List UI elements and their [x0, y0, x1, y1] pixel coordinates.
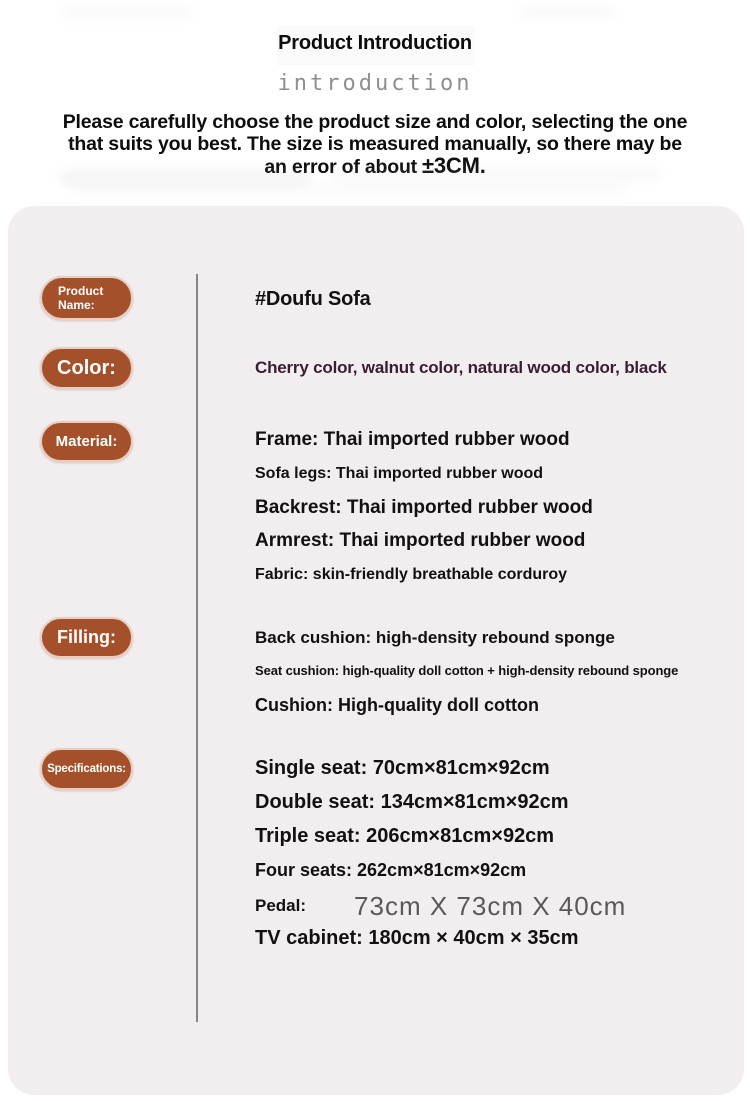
tolerance-value: ±3CM. — [421, 153, 486, 178]
material-row-armrest: Armrest: Thai imported rubber wood — [255, 530, 586, 551]
label-pill-material: Material: — [40, 421, 133, 462]
spec-row-double-seat: Double seat: 134cm×81cm×92cm — [255, 791, 569, 813]
filling-row-cushion: Cushion: High-quality doll cotton — [255, 695, 539, 715]
color-options-value: Cherry color, walnut color, natural wood color, black — [255, 358, 667, 377]
filling-row-back-cushion: Back cushion: high-density rebound sponge — [255, 628, 615, 647]
ghost-artifact — [520, 8, 615, 17]
spec-row-pedal — [255, 889, 626, 923]
page-title: Product Introduction — [278, 32, 472, 54]
notice-line — [0, 155, 750, 179]
material-row-legs: Sofa legs: Thai imported rubber wood — [255, 465, 544, 482]
material-row-fabric: Fabric: skin-friendly breathable corduroy — [255, 566, 568, 583]
label-pill-product-name: Product Name: — [40, 276, 133, 320]
filling-row-seat-cushion: Seat cushion: high-quality doll cotton + high-density rebound sponge — [255, 663, 679, 678]
spec-row-single-seat: Single seat: 70cm×81cm×92cm — [255, 757, 550, 779]
hero-section — [0, 0, 750, 206]
material-row-backrest: Backrest: Thai imported rubber wood — [255, 497, 593, 518]
spec-row-four-seats: Four seats: 262cm×81cm×92cm — [255, 860, 527, 880]
material-row-frame: Frame: Thai imported rubber wood — [255, 429, 570, 450]
spec-card — [8, 206, 744, 1095]
label-pill-specifications: Specifications: — [40, 748, 133, 790]
vertical-divider — [196, 274, 198, 1022]
pedal-label: Pedal: — [255, 896, 307, 915]
notice-line: that suits you best. The size is measured manually, so there may be — [68, 132, 682, 155]
label-pill-filling: Filling: — [40, 617, 133, 658]
page-subtitle: introduction — [277, 71, 473, 96]
notice-line: Please carefully choose the product size and color, selecting the one — [62, 111, 688, 133]
spec-row-tv-cabinet: TV cabinet: 180cm × 40cm × 35cm — [255, 927, 579, 949]
size-notice — [0, 112, 750, 179]
product-name-value: #Doufu Sofa — [255, 288, 371, 310]
label-pill-color: Color: — [40, 347, 133, 389]
spec-row-triple-seat: Triple seat: 206cm×81cm×92cm — [255, 825, 555, 847]
notice-line-prefix: an error of about — [264, 156, 417, 178]
ghost-artifact — [70, 184, 630, 193]
pedal-dimensions: 73cm X 73cm X 40cm — [354, 890, 627, 921]
ghost-artifact — [62, 8, 192, 18]
